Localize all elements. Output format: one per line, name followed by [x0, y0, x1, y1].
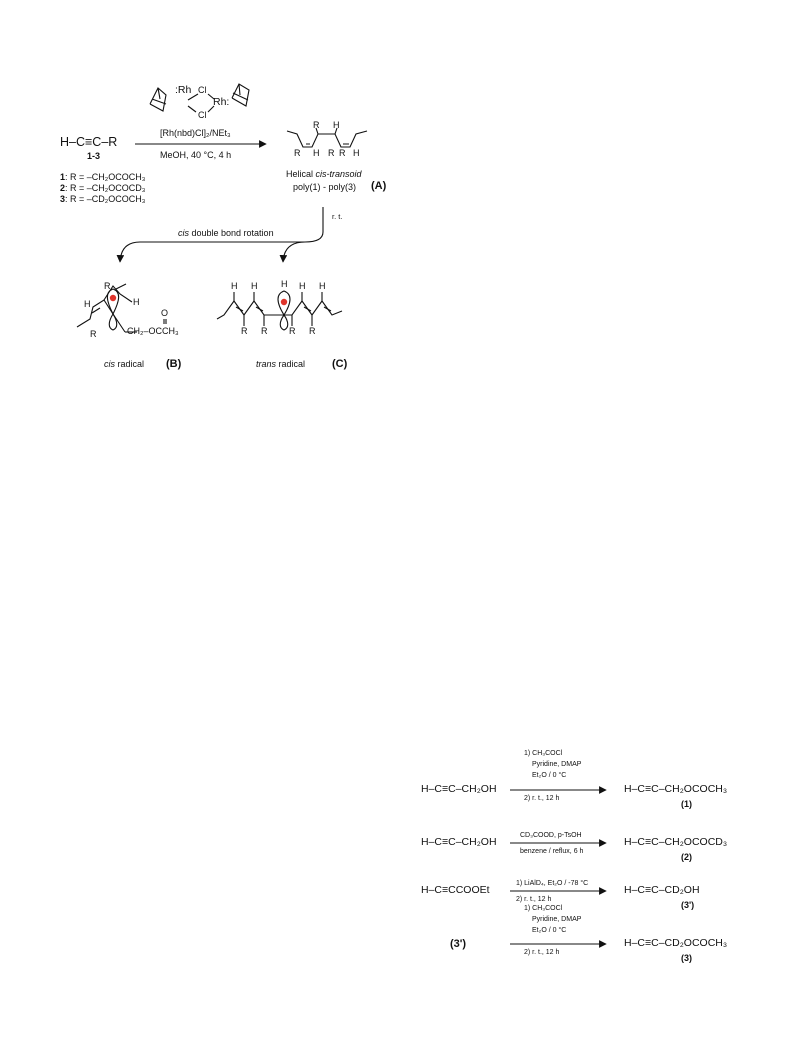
catalyst-cl-top: Cl — [198, 85, 207, 95]
synthesis-2-cond-2: benzene / reflux, 6 h — [520, 848, 584, 855]
r-definition-3: 3: R = –CD₂OCOCH₃ — [60, 194, 146, 204]
radical-label-c: (C) — [332, 358, 348, 370]
radical-c-atom-r: R — [241, 326, 248, 336]
synthesis-2-label: (2) — [681, 852, 692, 862]
synthesis-1-reactant: H–C≡C–CH₂OH — [421, 783, 497, 795]
synthesis-1-cond-2: Pyridine, DMAP — [532, 761, 582, 768]
product-subtitle: poly(1) - poly(3) — [293, 182, 357, 192]
synthesis-3-cond-2: 2) r. t., 12 h — [516, 896, 552, 903]
r-definition-1: 1: R = –CH₂OCOCH₃ — [60, 172, 146, 182]
synthesis-3-reactant: H–C≡CCOOEt — [421, 884, 490, 896]
synthesis-2-reactant: H–C≡C–CH₂OH — [421, 836, 497, 848]
synthesis-4-reactant: (3') — [450, 938, 467, 950]
radical-c-atom-h: H — [251, 281, 258, 291]
rotation-label: cis double bond rotation — [178, 228, 274, 238]
radical-b-carbonyl-o: O — [161, 308, 169, 318]
synthesis-3-label: (3') — [681, 900, 695, 910]
cis-radical-dot — [110, 295, 116, 301]
catalyst-cl-bottom: Cl — [198, 110, 207, 120]
synthesis-1-label: (1) — [681, 799, 692, 809]
radical-c-atom-h: H — [319, 281, 326, 291]
catalyst-rh-left: :Rh — [175, 84, 192, 96]
radical-c-atom-h: H — [281, 279, 288, 289]
polymer-a-atom-r: R — [313, 120, 320, 130]
polymer-a-atom-r: R — [339, 148, 346, 158]
r-definition-2: 2: R = –CH₂OCOCD₃ — [60, 183, 146, 193]
product-label-a: (A) — [371, 180, 387, 192]
synthesis-2-cond-1: CD₃COOD, p-TsOH — [520, 832, 582, 839]
trans-radical-caption: trans radical — [256, 359, 306, 369]
monomer-formula: H–C≡C–R — [60, 135, 118, 149]
catalyst-formula: [Rh(nbd)Cl]₂/NEt₃ — [160, 128, 231, 138]
radical-b-atom-r: R — [90, 329, 97, 339]
polymer-a-atom-r: R — [328, 148, 335, 158]
synthesis-3-product: H–C≡C–CD₂OH — [624, 884, 700, 896]
synthesis-4-cond-4: 2) r. t., 12 h — [524, 949, 560, 956]
synthesis-4-label: (3) — [681, 953, 692, 963]
radical-c-atom-r: R — [261, 326, 268, 336]
room-temp-label: r. t. — [332, 212, 343, 221]
synthesis-1-cond-3: Et₂O / 0 °C — [532, 772, 567, 779]
product-title: Helical cis-transoid — [286, 169, 362, 179]
trans-radical-structure — [217, 291, 342, 330]
cis-radical-caption: cis radical — [104, 359, 145, 369]
radical-c-atom-h: H — [231, 281, 238, 291]
radical-c-atom-h: H — [299, 281, 306, 291]
synthesis-4-cond-1: 1) CH₃COCl — [524, 905, 563, 912]
polymer-a-atom-r: R — [294, 148, 301, 158]
radical-b-atom-r: R — [104, 281, 111, 291]
polymer-a-atom-h: H — [353, 148, 360, 158]
radical-b-atom-h: H — [133, 297, 140, 307]
radical-c-atom-r: R — [289, 326, 296, 336]
synthesis-4-cond-3: Et₂O / 0 °C — [532, 927, 567, 934]
synthesis-4-product: H–C≡C–CD₂OCOCH₃ — [624, 937, 728, 949]
rotation-arrow-to-c — [283, 242, 305, 262]
synthesis-3-cond-1: 1) LiAlD₄, Et₂O / -78 °C — [516, 880, 589, 887]
polymer-a-atom-h: H — [333, 120, 340, 130]
radical-b-atom-h: H — [84, 299, 91, 309]
synthesis-1-cond-1: 1) CH₃COCl — [524, 750, 563, 757]
trans-radical-dot — [281, 299, 287, 305]
polymer-a-atom-h: H — [313, 148, 320, 158]
synthesis-2-product: H–C≡C–CH₂OCOCD₃ — [624, 836, 728, 848]
catalyst-rh-right: Rh: — [213, 96, 230, 108]
radical-label-b: (B) — [166, 358, 182, 370]
polymer-a-structure — [287, 128, 367, 147]
synthesis-4-cond-2: Pyridine, DMAP — [532, 916, 582, 923]
radical-b-ester: CH₂–OCCH₃ — [127, 326, 179, 336]
synthesis-1-product: H–C≡C–CH₂OCOCH₃ — [624, 783, 728, 795]
radical-c-atom-r: R — [309, 326, 316, 336]
synthesis-1-cond-4: 2) r. t., 12 h — [524, 795, 560, 802]
reaction-conditions: MeOH, 40 °C, 4 h — [160, 150, 232, 160]
monomer-label: 1-3 — [87, 151, 101, 161]
